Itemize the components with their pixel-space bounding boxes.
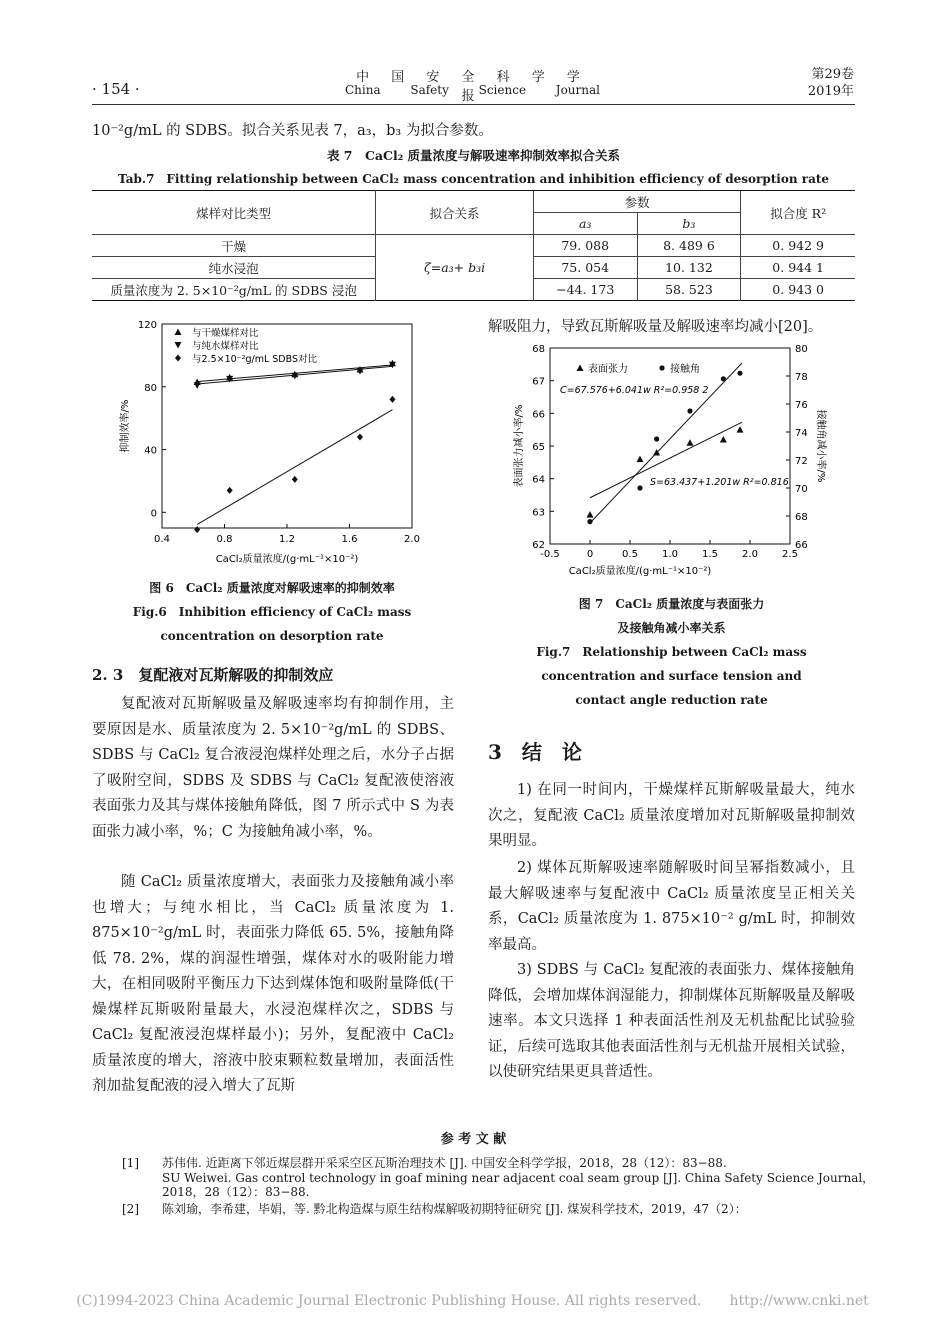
cell-b3: 58. 523 xyxy=(637,279,741,301)
conclusion-3: 3) SDBS 与 CaCl₂ 复配液的表面张力、煤体接触角降低，会增加煤体润湿能力，抑制煤体瓦斯解吸量及解吸速率。本文只选择 1 种表面活性剂及无机盐配比试验验证，后续可选取其他表面活性剂与无机盐开展相关试验，以使研究结果更具普适性。 xyxy=(488,962,855,1080)
col-header-a3: a₃ xyxy=(533,213,637,235)
cell-a3: 75. 054 xyxy=(533,257,637,279)
x-axis-label: CaCl₂质量浓度/(g·mL⁻¹×10⁻²) xyxy=(215,554,359,565)
table-row xyxy=(92,235,855,257)
x-tick-label: 2.0 xyxy=(742,549,758,560)
y-right-tick-label: 72 xyxy=(795,456,808,467)
ref-1-en: SU Weiwei. Gas control technology in goaf mining near adjacent coal seam group [J]. China Safety Science Journal， xyxy=(162,1171,875,1185)
journal-en-word: Safety xyxy=(410,83,449,97)
x-tick-label: 1.2 xyxy=(279,534,295,545)
fig7-caption xyxy=(488,592,855,712)
fig7-chart xyxy=(500,340,840,580)
cell-r2: 0. 942 9 xyxy=(741,235,855,257)
y-right-axis-label: 接触角减小率/% xyxy=(815,409,826,483)
x-tick-label: 2.5 xyxy=(782,549,798,560)
x-axis-label: CaCl₂质量浓度/(g·mL⁻¹×10⁻²) xyxy=(568,566,712,577)
plot-frame xyxy=(550,348,790,544)
journal-title-cn: 中 国 安 全 科 学 学 报 xyxy=(356,70,589,104)
data-point xyxy=(227,487,233,494)
legend-label: 与纯水煤样对比 xyxy=(192,341,259,352)
fig7-caption-en3: contact angle reduction rate xyxy=(575,693,768,707)
y-left-tick-label: 64 xyxy=(532,474,545,486)
ref-2-number: [2] xyxy=(122,1202,139,1216)
journal-en-word: Science xyxy=(478,83,527,97)
y-tick-label: 120 xyxy=(137,320,157,331)
y-tick-label: 40 xyxy=(144,445,157,457)
journal-en-word: China xyxy=(345,83,381,97)
fig7-caption-cn2: 及接触角减小率关系 xyxy=(617,621,726,635)
data-point-surface-tension xyxy=(737,426,744,433)
y-right-tick-label: 70 xyxy=(795,484,808,495)
cell-b3: 8. 489 6 xyxy=(637,235,741,257)
conclusion-2: 2) 煤体瓦斯解吸速率随解吸时间呈幂指数减小，且最大解吸速率与复配液中 CaCl₂ 质量浓度呈正相关关系，CaCl₂ 质量浓度为 1. 875×10⁻² g/mL 时，抑制效率最高。 xyxy=(488,860,855,953)
table-title-cn: 表 7 CaCl₂ 质量浓度与解吸速率抑制效率拟合关系 xyxy=(326,148,621,163)
section-2-3-para1: 复配液对瓦斯解吸量及解吸速率均有抑制作用，主要原因是水、质量浓度为 2. 5×10⁻²g/mL 的 SDBS、SDBS 与 CaCl₂ 复合液浸泡煤样处理之后，水分子占据了吸附空间，SDBS 及 SDBS 与 CaCl₂ 复配液使溶液表面张力及其与煤体接触角降低，图 7 所示式中 S 为表面张力减小率，%；C 为接触角减小率，%。 xyxy=(92,696,454,840)
x-tick-label: 2.0 xyxy=(404,534,420,545)
cell-b3: 10. 132 xyxy=(637,257,741,279)
x-tick-label: 0.4 xyxy=(154,534,170,545)
fit-line xyxy=(197,410,392,525)
y-left-tick-label: 62 xyxy=(532,540,545,551)
data-point-contact-angle xyxy=(637,485,642,490)
y-left-tick-label: 66 xyxy=(532,409,545,421)
fig6-chart xyxy=(100,310,440,570)
year: 2019年 xyxy=(807,84,854,99)
cell-a3: 79. 088 xyxy=(533,235,637,257)
cell-type: 质量浓度为 2. 5×10⁻²g/mL 的 SDBS 浸泡 xyxy=(92,279,376,301)
y-left-tick-label: 67 xyxy=(532,376,545,388)
data-point-contact-angle xyxy=(654,436,659,441)
col-header-b3: b₃ xyxy=(637,213,741,235)
data-point-contact-angle xyxy=(687,408,692,413)
y-tick-label: 0 xyxy=(150,508,157,520)
fig7-caption-en2: concentration and surface tension and xyxy=(541,669,802,683)
y-left-tick-label: 65 xyxy=(532,442,545,453)
right-top-line: 解吸阻力，导致瓦斯解吸量及解吸速率均减小[20]。 xyxy=(488,319,823,335)
cell-type: 纯水浸泡 xyxy=(92,257,376,279)
copyright-footer: (C)1994-2023 China Academic Journal Electronic Publishing House. All rights reserved. http://www.cnki.net xyxy=(76,1293,869,1309)
legend-label: 表面张力 xyxy=(588,364,628,375)
ref-1-cn: 苏伟伟. 近距离下邻近煤层群开采采空区瓦斯治理技术 [J]. 中国安全科学学报，2018，28（12）：83−88. xyxy=(162,1156,727,1170)
annotation-surface-tension-fit: S=63.437+1.201w R²=0.816 xyxy=(650,477,789,488)
fig6-caption-en1: Fig.6 Inhibition efficiency of CaCl₂ mass xyxy=(132,605,412,619)
journal-title-en xyxy=(345,83,600,97)
y-right-tick-label: 68 xyxy=(795,512,808,523)
legend-marker xyxy=(659,365,664,370)
ref-1-en-cont: 2018，28（12）：83−88. xyxy=(162,1185,310,1199)
data-point xyxy=(194,382,201,389)
y-left-tick-label: 63 xyxy=(532,507,545,519)
fig6-caption xyxy=(92,576,452,648)
volume-year xyxy=(790,66,854,100)
data-point-contact-angle xyxy=(587,519,592,524)
annotation-contact-angle-fit: C=67.576+6.041w R²=0.958 2 xyxy=(560,385,709,396)
x-tick-label: 0.8 xyxy=(216,534,233,545)
cell-formula: ζ=a₃+ b₃i xyxy=(376,235,534,301)
page-number: · 154 · xyxy=(92,80,140,98)
x-tick-label: 1.5 xyxy=(702,549,718,560)
col-header-r2: 拟合度 R² xyxy=(741,191,855,235)
cell-r2: 0. 943 0 xyxy=(772,282,824,297)
y-right-tick-label: 76 xyxy=(795,400,808,411)
y-tick-label: 80 xyxy=(144,382,157,394)
fig7-caption-en1: Fig.7 Relationship between CaCl₂ mass xyxy=(536,645,807,659)
data-point xyxy=(357,433,363,440)
header-rule xyxy=(92,104,855,105)
legend-marker xyxy=(175,342,182,349)
col-header-type: 煤样对比类型 xyxy=(92,191,376,235)
data-point-surface-tension xyxy=(720,436,727,443)
legend-label: 与干燥煤样对比 xyxy=(192,328,259,339)
references-title: 参 考 文 献 xyxy=(440,1132,507,1147)
conclusion-1: 1) 在同一时间内，干燥煤样瓦斯解吸量最大，纯水次之，复配液 CaCl₂ 质量浓度增加对瓦斯解吸量抑制效果明显。 xyxy=(488,782,855,849)
fig6-caption-cn: 图 6 CaCl₂ 质量浓度对解吸速率的抑制效率 xyxy=(149,581,395,595)
cell-r2: 0. 944 1 xyxy=(741,257,855,279)
legend-label: 与2.5×10⁻²g/mL SDBS对比 xyxy=(192,354,318,365)
y-axis-label: 抑制效率/% xyxy=(120,399,131,453)
x-tick-label: 0.5 xyxy=(622,549,638,560)
y-right-tick-label: 66 xyxy=(795,540,808,551)
legend-label: 接触角 xyxy=(670,364,700,375)
y-left-tick-label: 68 xyxy=(532,344,545,355)
intro-line: 10⁻²g/mL 的 SDBS。拟合关系见表 7，a₃，b₃ 为拟合参数。 xyxy=(92,123,493,139)
data-point xyxy=(292,476,298,483)
ref-2-cn: 陈刘瑜，李希建，毕娟，等. 黔北构造煤与原生结构煤解吸初期特征研究 [J]. 煤炭科学技术，2019，47（2）： xyxy=(162,1202,747,1216)
cell-type: 干燥 xyxy=(92,235,376,257)
x-tick-label: 1.0 xyxy=(662,549,678,560)
data-point xyxy=(389,396,395,403)
legend-marker xyxy=(577,365,584,372)
fig7-caption-cn1: 图 7 CaCl₂ 质量浓度与表面张力 xyxy=(578,597,765,611)
y-right-tick-label: 80 xyxy=(795,344,808,355)
legend-marker xyxy=(175,329,182,336)
data-point-contact-angle xyxy=(721,376,726,381)
journal-en-word: Journal xyxy=(555,83,600,97)
data-point-surface-tension xyxy=(687,439,694,446)
y-right-tick-label: 74 xyxy=(795,428,808,439)
fitting-table xyxy=(92,190,855,301)
data-point-surface-tension xyxy=(637,456,644,463)
x-tick-label: -0.5 xyxy=(540,549,560,560)
y-right-tick-label: 78 xyxy=(795,372,808,383)
col-header-params: 参数 xyxy=(533,191,740,213)
col-header-fit: 拟合关系 xyxy=(376,191,534,235)
ref-1-number: [1] xyxy=(122,1156,139,1170)
table-title-en: Tab.7 Fitting relationship between CaCl₂ mass concentration and inhibition efficiency of desorption rate xyxy=(117,172,830,186)
legend-marker xyxy=(175,355,181,362)
section-2-3-para2: 随 CaCl₂ 质量浓度增大，表面张力及接触角减小率也增大；与纯水相比，当 CaCl₂ 质量浓度为 1. 875×10⁻²g/mL 时，表面张力降低 65. 5%，接触角降低 78. 2%，煤的润湿性增强，煤体对水的吸附能力增大，在相同吸附平衡压力下达到煤体饱和吸附量降低(干燥煤样瓦斯吸附量最大，水浸泡煤样次之，SDBS 与 CaCl₂ 复配液浸泡煤样最小)；另外，复配液中 CaCl₂ 质量浓度的增大，溶液中胶束颗粒数量增加，表面活性剂加盐复配液的浸入增大了瓦斯 xyxy=(92,874,454,1094)
section-2-3-title: 2. 3 复配液对瓦斯解吸的抑制效应 xyxy=(92,666,334,684)
fig6-caption-en2: concentration on desorption rate xyxy=(160,629,384,643)
section-3-title: 3 结 论 xyxy=(488,740,582,764)
x-tick-label: 0 xyxy=(586,549,594,560)
cell-a3: −44. 173 xyxy=(533,279,637,301)
data-point xyxy=(194,526,200,533)
x-tick-label: 1.6 xyxy=(341,534,358,545)
y-left-axis-label: 表面张力减小率/% xyxy=(514,404,525,488)
volume: 第29卷 xyxy=(811,67,854,82)
data-point-surface-tension xyxy=(587,511,594,517)
data-point-contact-angle xyxy=(737,371,742,376)
